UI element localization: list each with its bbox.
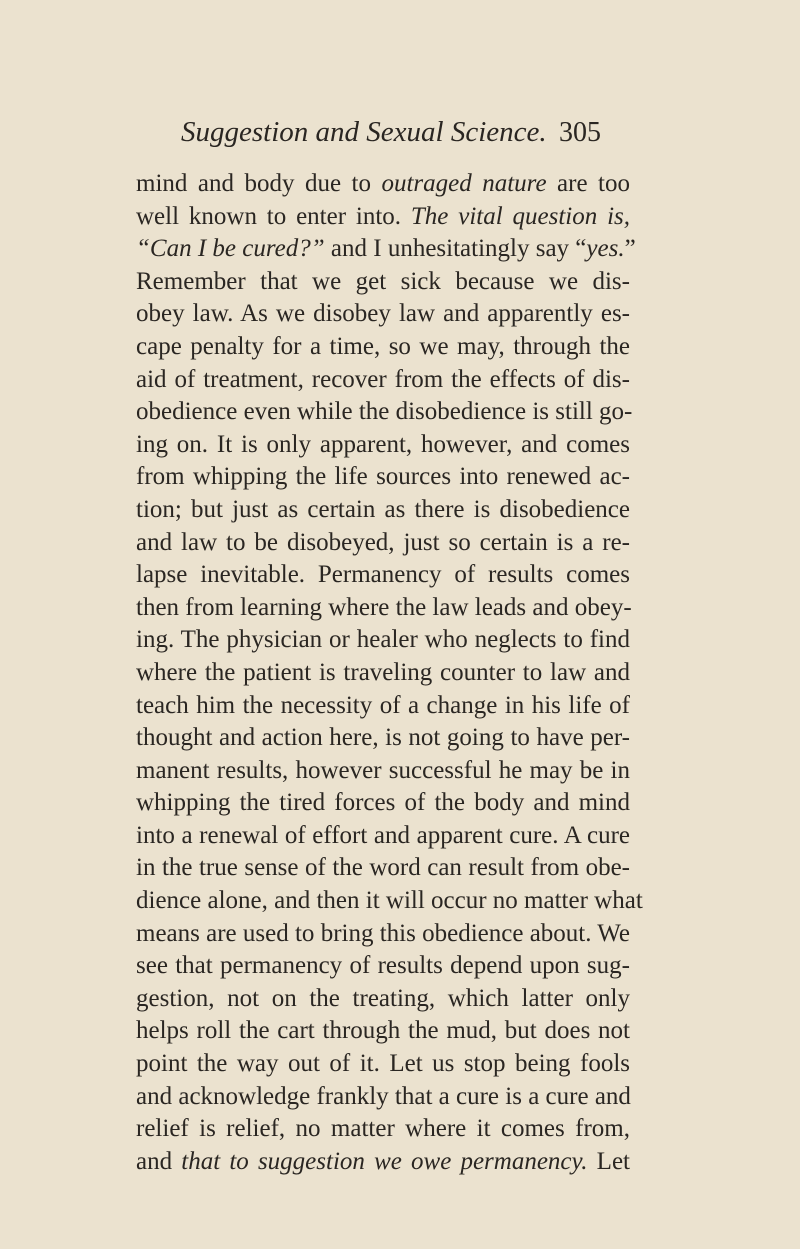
text-segment: where the patient is traveling counter to law and	[136, 658, 630, 686]
text-line	[136, 624, 630, 657]
text-line	[136, 820, 630, 853]
text-line	[136, 1081, 630, 1114]
text-segment: ing. The physician or healer who neglects to find	[136, 626, 630, 654]
text-line	[136, 885, 643, 918]
italic-segment: The vital question is,	[410, 202, 631, 230]
text-line	[136, 527, 630, 560]
text-segment: well known to enter into.	[136, 202, 411, 230]
text-line	[136, 657, 630, 690]
text-segment: whipping the tired forces of the body and mind	[136, 789, 630, 817]
text-segment: into a renewal of effort and apparent cure. A cure	[136, 821, 630, 849]
text-line	[136, 1146, 630, 1179]
italic-segment: “Can I be cured?”	[136, 235, 325, 263]
text-line	[136, 559, 630, 592]
text-segment: and	[136, 1147, 182, 1175]
text-segment: are too	[546, 170, 630, 197]
italic-segment: outraged nature	[381, 170, 547, 197]
text-line	[136, 983, 630, 1016]
text-line	[136, 364, 630, 397]
text-segment: teach him the necessity of a change in his life of	[136, 691, 630, 719]
text-segment: aid of treatment, recover from the effects of dis-	[136, 365, 630, 393]
italic-segment: that to suggestion we owe permanency.	[181, 1147, 588, 1175]
text-line	[136, 201, 630, 234]
text-line	[136, 755, 630, 788]
text-segment: and I unhesitatingly say “	[324, 235, 587, 263]
text-line	[136, 298, 630, 331]
text-line	[136, 1015, 630, 1048]
text-segment: gestion, not on the treating, which latter only	[136, 984, 630, 1012]
text-line	[136, 592, 630, 625]
text-line	[136, 266, 630, 299]
text-segment: ”	[624, 235, 636, 263]
text-segment: lapse inevitable. Permanency of results comes	[136, 561, 630, 589]
text-line	[136, 396, 633, 429]
text-segment: and acknowledge frankly that a cure is a cure and	[136, 1082, 631, 1110]
text-segment: obey law. As we disobey law and apparently es-	[136, 300, 630, 328]
text-line	[136, 494, 630, 527]
text-line	[136, 690, 630, 723]
text-segment: tion; but just as certain as there is disobedience	[136, 495, 630, 523]
text-segment: in the true sense of the word can result from obe-	[136, 854, 630, 882]
text-segment: then from learning where the law leads and obey-	[136, 593, 632, 621]
text-segment: helps roll the cart through the mud, but does not	[136, 1017, 630, 1045]
text-segment: relief is relief, no matter where it comes from,	[136, 1115, 630, 1143]
text-line	[136, 461, 630, 494]
text-line	[136, 852, 630, 885]
text-segment: Remember that we get sick because we dis-	[136, 267, 630, 295]
text-segment: point the way out of it. Let us stop being fools	[136, 1050, 630, 1078]
text-line	[136, 1113, 630, 1146]
text-segment: Let	[587, 1147, 630, 1175]
text-line	[136, 331, 630, 364]
text-line	[136, 168, 630, 201]
text-segment: mind and body due to	[136, 170, 382, 197]
text-line	[136, 787, 630, 820]
text-line	[136, 233, 636, 266]
text-line	[136, 950, 630, 983]
text-segment: manent results, however successful he may be in	[136, 756, 630, 784]
text-segment: dience alone, and then it will occur no matter what	[136, 887, 643, 915]
page-number: 305	[559, 117, 601, 148]
text-segment: and law to be disobeyed, just so certain is a re-	[136, 528, 630, 556]
text-segment: obedience even while the disobedience is still go-	[136, 398, 633, 426]
text-line	[136, 918, 630, 951]
text-segment: ing on. It is only apparent, however, and comes	[136, 430, 630, 458]
text-segment: cape penalty for a time, so we may, through the	[136, 332, 630, 360]
text-line	[136, 1048, 630, 1081]
text-line	[136, 722, 630, 755]
running-header	[181, 116, 601, 158]
text-segment: from whipping the life sources into renewed ac-	[136, 463, 630, 491]
text-segment: thought and action here, is not going to have per-	[136, 724, 630, 752]
text-segment: see that permanency of results depend upon sug-	[136, 952, 630, 980]
italic-segment: yes.	[586, 235, 625, 263]
text-segment: means are used to bring this obedience about. We	[136, 919, 630, 947]
running-title: Suggestion and Sexual Science.	[181, 116, 547, 148]
body-text	[136, 168, 643, 1178]
text-line	[136, 429, 630, 462]
